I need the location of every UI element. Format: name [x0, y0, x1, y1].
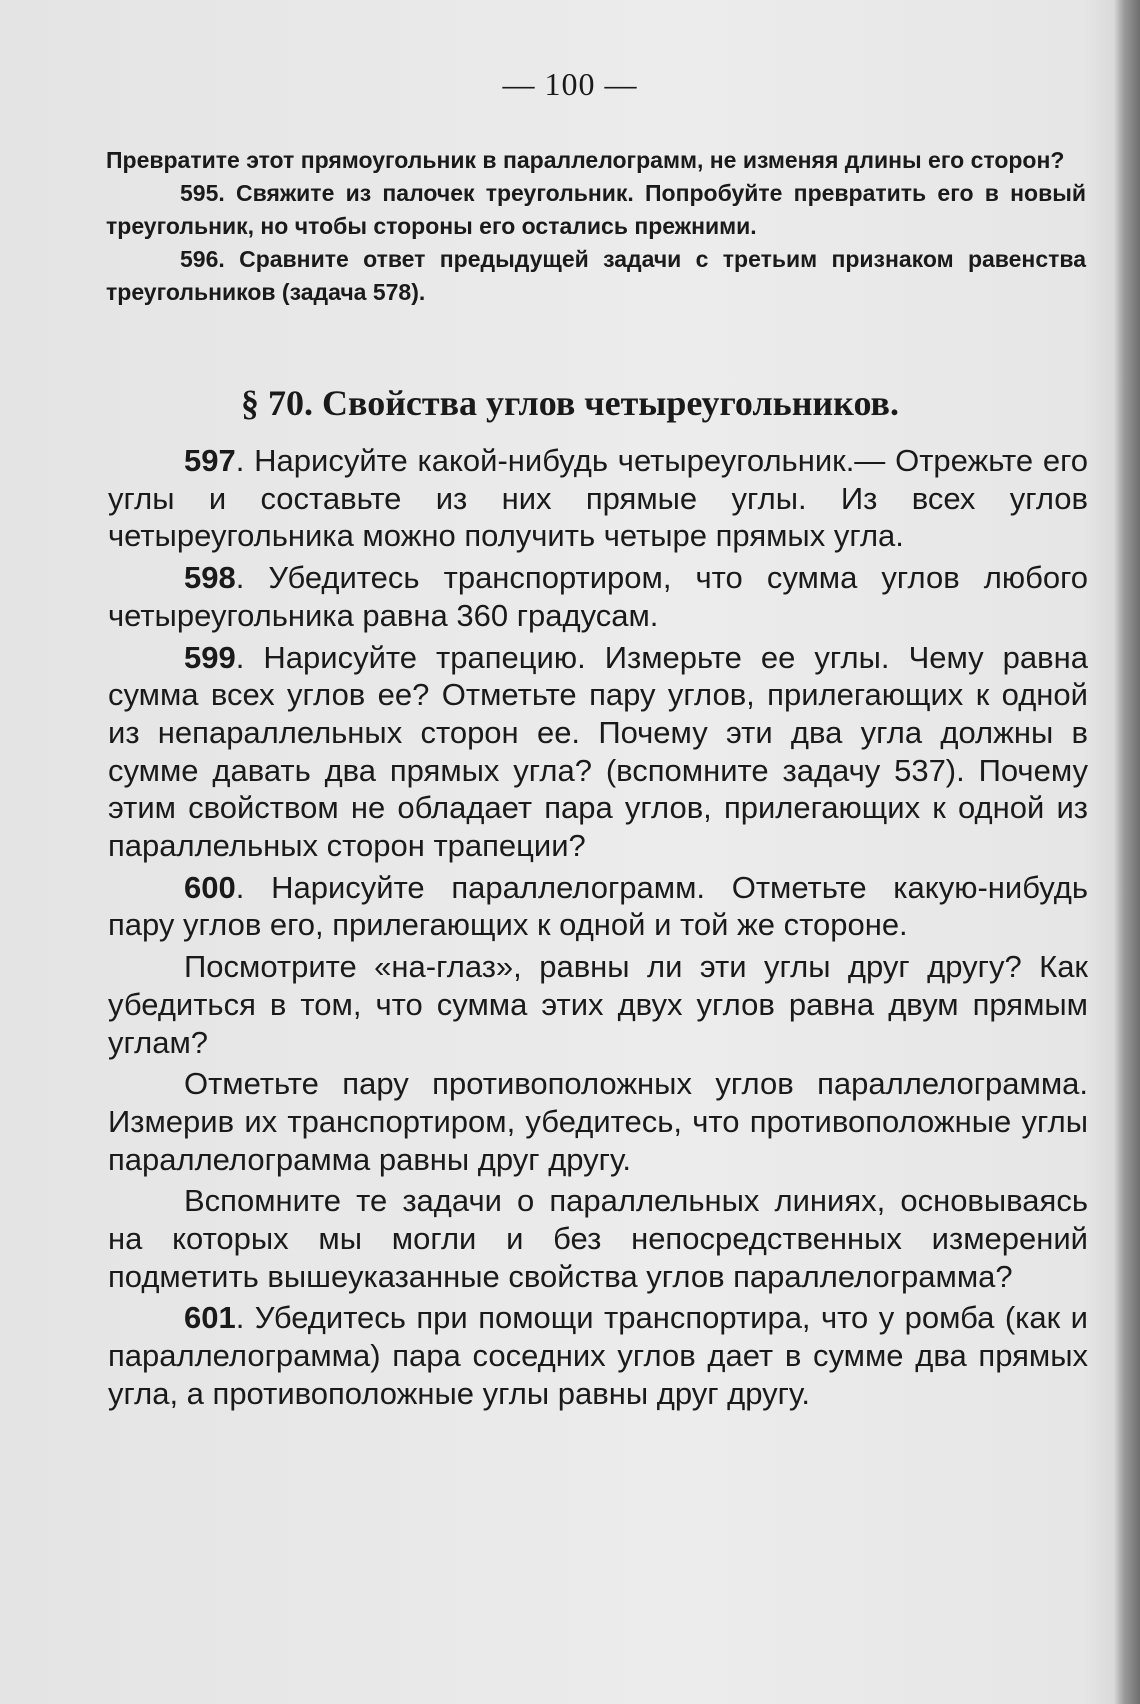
exercise-text: . Убедитесь при помощи транспортира, что у ромба (как и параллелограмма) пара соседних углов дает в сумме два прямых угла, а противоположные углы равны друг другу. [108, 1300, 1088, 1411]
exercise-text: . Убедитесь транспортиром, что сумма углов любого четыреугольника равна 360 градусам. [108, 560, 1088, 633]
page-number: — 100 — [502, 66, 638, 102]
section-heading: § 70. Свойства углов четыреугольников. [241, 383, 899, 423]
exercise-text: . Нарисуйте трапецию. Измерьте ее углы. Чему равна сумма всех углов ее? Отметьте пару углов, прилегающих к одной из непараллельных сторон ее. Почему эти два угла должны в сумме давать два прямых угла? (вспомните задачу 537). Почему этим свойством не обладает пара углов, прилегающих к одной из параллельных сторон трапеции? [108, 639, 1088, 864]
exercise-text: . Нарисуйте какой-нибудь четыреугольник.— Отрежьте его углы и составьте из них прямые углы. Из всех углов четыреугольника можно получить четыре прямых угла. [108, 443, 1088, 554]
exercise-599 [108, 639, 1088, 865]
exercise-600 [108, 869, 1088, 944]
exercise-number: 600 [184, 869, 236, 905]
exercise-598 [108, 559, 1088, 634]
book-spine-shadow [1114, 0, 1140, 1704]
exercise-600-paragraph-3: Отметьте пару противоположных углов параллелограмма. Измерив их транспортиром, убедитесь, что противоположные углы параллелограмма равны друг другу. [108, 1066, 1088, 1177]
top-exercises [106, 144, 1086, 309]
exercise-600-paragraph-4: Вспомните те задачи о параллельных линиях, основываясь на которых мы могли и без непосредственных измерений подметить вышеуказанные свойства углов параллелограмма? [108, 1183, 1088, 1294]
exercise-number: 595 [180, 180, 219, 206]
continuation-paragraph: Превратите этот прямоугольник в параллелограмм, не изменяя длины его сторон? [106, 147, 1065, 173]
exercise-text: . Нарисуйте параллелограмм. Отметьте какую-нибудь пару углов его, прилегающих к одной и той же стороне. [108, 869, 1088, 943]
exercise-number: 596 [180, 246, 219, 272]
exercise-text: . Свяжите из палочек треугольник. Попробуйте превратить его в новый треугольник, но чтобы стороны его остались прежними. [106, 180, 1086, 239]
exercise-595 [106, 177, 1086, 243]
exercise-596 [106, 243, 1086, 309]
exercise-number: 601 [184, 1300, 236, 1336]
exercise-601 [108, 1299, 1088, 1412]
exercise-600-paragraph-2: Посмотрите «на-глаз», равны ли эти углы друг другу? Как убедиться в том, что сумма этих двух углов равна двум прямым углам? [108, 949, 1088, 1060]
exercise-number: 598 [184, 560, 236, 596]
exercise-597 [108, 442, 1088, 555]
exercise-number: 597 [184, 443, 236, 478]
exercise-number: 599 [184, 639, 236, 675]
main-exercises [108, 442, 1088, 1417]
exercise-text: . Сравните ответ предыдущей задачи с третьим признаком равенства треугольников (задача 578). [106, 246, 1086, 305]
